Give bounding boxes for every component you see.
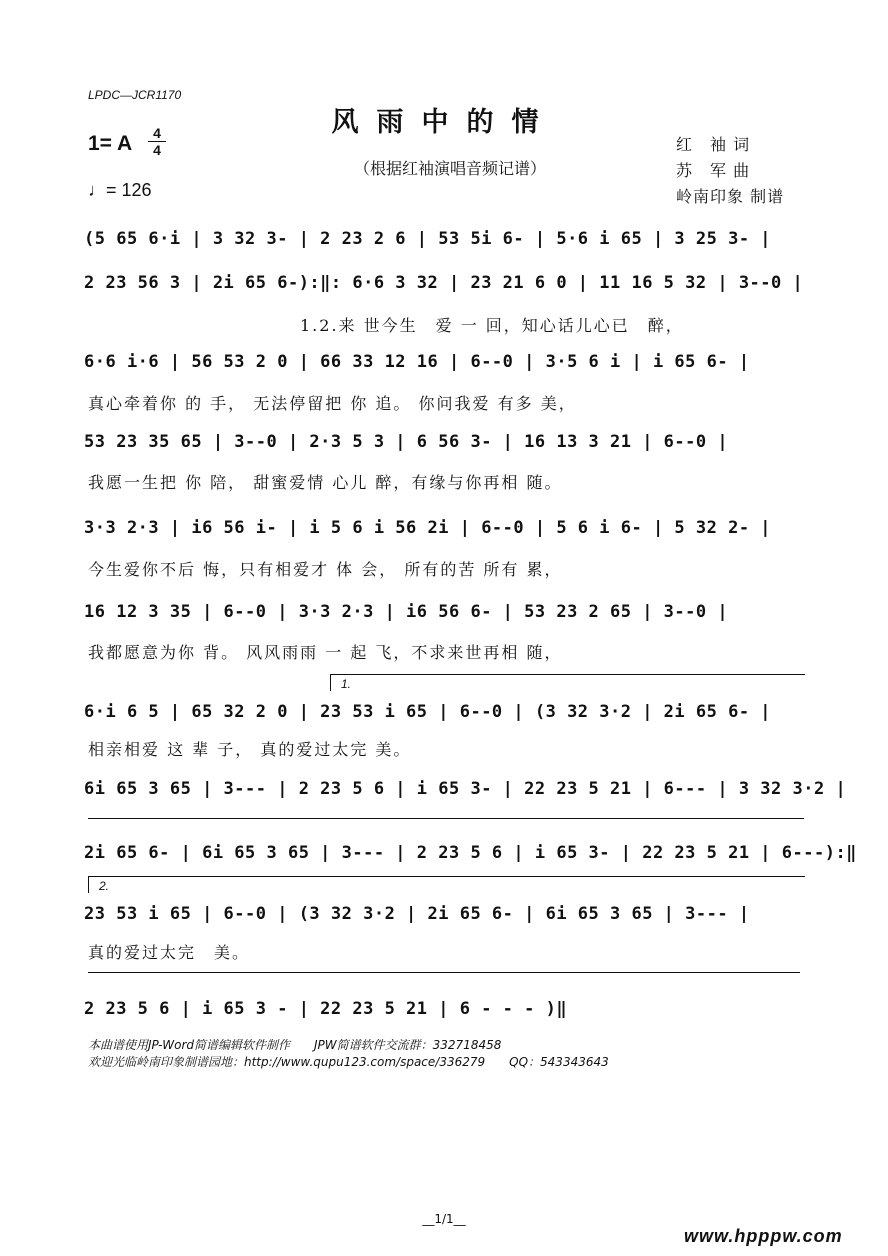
notation-line-5: 3·3 2·3 | i6 56 i- | i 5 6 i 56 2i | 6--0 | 5 6 i 6- | 5 32 2- | (84, 518, 772, 538)
footer-website-note: 欢迎光临岭南印象制谱园地：http://www.qupu123.com/space/336279 QQ：543343643 (88, 1055, 609, 1069)
volta-2-label: 2. (99, 879, 110, 893)
coda-line (88, 972, 800, 973)
footer-software-note: 本曲谱使用JP-Word简谱编辑软件制作 JPW简谱软件交流群：332718458 (88, 1038, 502, 1052)
volta-line (88, 818, 804, 819)
page-number: __1/1__ (422, 1212, 466, 1226)
notation-line-6: 16 12 3 35 | 6--0 | 3·3 2·3 | i6 56 6- | 53 23 2 65 | 3--0 | (84, 602, 729, 622)
volta-bracket-1 (330, 674, 805, 691)
meter-top: 4 (153, 125, 161, 141)
notation-line-2: 2 23 56 3 | 2i 65 6-):‖: 6·6 3 32 | 23 21 6 0 | 11 16 5 32 | 3--0 | (84, 273, 804, 293)
volta-1-label: 1. (341, 677, 352, 691)
song-subtitle: （根据红袖演唱音频记谱） (353, 159, 546, 178)
score-code: LPDC—JCR1170 (88, 88, 182, 102)
lyric-line-6: 我都愿意为你 背。 风风雨雨 一 起 飞，不求来世再相 随， (88, 643, 563, 662)
site-watermark: www.hpppw.com (684, 1226, 843, 1246)
notation-line-8: 6i 65 3 65 | 3--- | 2 23 5 6 | i 65 3- | 22 23 5 21 | 6--- | 3 32 3·2 | (84, 779, 847, 799)
time-signature (148, 126, 166, 157)
composer-credit: 苏 军 曲 (676, 161, 751, 180)
notation-line-3: 6·6 i·6 | 56 53 2 0 | 66 33 12 16 | 6--0 | 3·5 6 i | i 65 6- | (84, 352, 750, 372)
notation-line-9: 2i 65 6- | 6i 65 3 65 | 3--- | 2 23 5 6 | i 65 3- | 22 23 5 21 | 6---):‖ (84, 843, 857, 863)
notation-line-1: (5 65 6·i | 3 32 3- | 2 23 2 6 | 53 5i 6- | 5·6 i 65 | 3 25 3- | (84, 229, 772, 249)
notation-line-7: 6·i 6 5 | 65 32 2 0 | 23 53 i 65 | 6--0 | (3 32 3·2 | 2i 65 6- | (84, 702, 772, 722)
tempo-marking: ♩= 126 (88, 180, 152, 200)
key-signature: 1= A (88, 132, 133, 155)
notation-line-11: 2 23 5 6 | i 65 3 - | 22 23 5 21 | 6 - - - )‖ (84, 999, 568, 1019)
lyric-line-7: 相亲相爱 这 辈 子， 真的爱过太完 美。 (88, 740, 412, 759)
song-title: 风雨中的情 (331, 107, 557, 138)
arranger-credit: 岭南印象 制谱 (676, 187, 785, 206)
lyric-line-2: 1.2.来 世今生 爱 一 回，知心话儿心已 醉， (300, 316, 684, 335)
volta-bracket-2 (88, 876, 805, 893)
notation-line-10: 23 53 i 65 | 6--0 | (3 32 3·2 | 2i 65 6- | 6i 65 3 65 | 3--- | (84, 904, 750, 924)
lyric-line-10: 真的爱过太完 美。 (88, 943, 251, 962)
notation-line-4: 53 23 35 65 | 3--0 | 2·3 5 3 | 6 56 3- | 16 13 3 21 | 6--0 | (84, 432, 729, 452)
meter-bottom: 4 (153, 142, 161, 158)
lyric-line-3: 真心牵着你 的 手， 无法停留把 你 追。 你问我爱 有多 美， (88, 394, 577, 413)
lyricist-credit: 红 袖 词 (676, 135, 751, 154)
lyric-line-4: 我愿一生把 你 陪， 甜蜜爱情 心儿 醉，有缘与你再相 随。 (88, 473, 563, 492)
lyric-line-5: 今生爱你不后 悔，只有相爱才 体 会， 所有的苦 所有 累， (88, 560, 563, 579)
